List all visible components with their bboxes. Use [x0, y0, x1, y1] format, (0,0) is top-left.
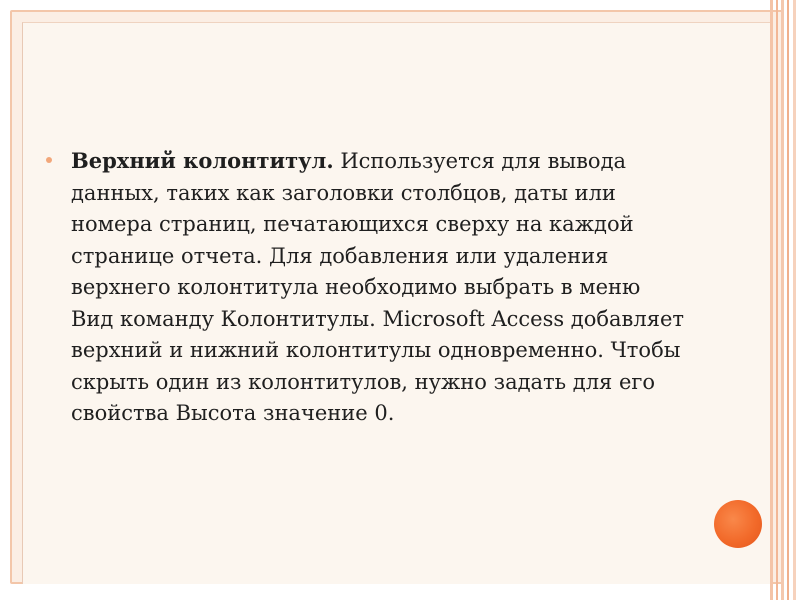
bullet-icon	[46, 157, 52, 163]
decorative-circle-icon	[714, 500, 762, 548]
decorative-stripes	[770, 0, 800, 600]
bullet-body: Используется для вывода данных, таких как заголовки столбцов, даты или номера страниц, печатающихся сверху на каждой странице отчета. Для добавления или удаления верхнего колонтитула необходимо выбрать в меню Вид команду Колонтитулы. Microsoft Access добавляет верхний и нижний колонтитулы одновременно. Чтобы скрыть один из колонтитулов, нужно задать для его свойства Высота значение 0.	[71, 149, 684, 425]
bullet-heading: Верхний колонтитул.	[71, 148, 334, 173]
bullet-item	[46, 145, 686, 430]
bullet-text	[71, 145, 686, 430]
